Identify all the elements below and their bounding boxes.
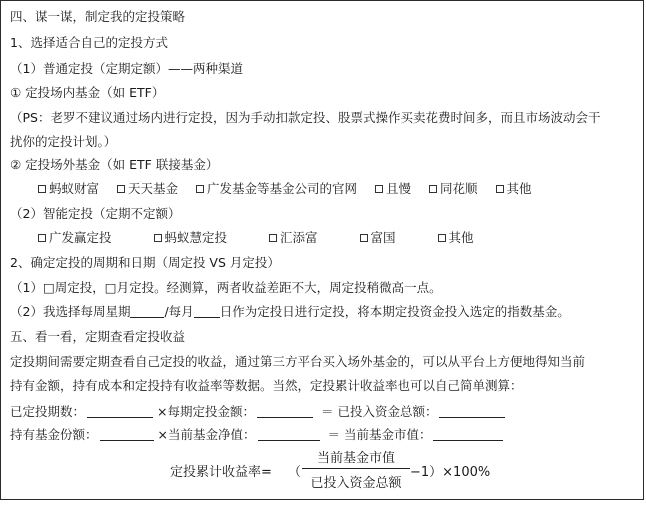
- channel-option[interactable]: 同花顺: [429, 181, 478, 197]
- smart-option[interactable]: 汇添富: [269, 230, 318, 246]
- calc-row-2: 持有基金份额： ×当前基金净值： ＝ 当前基金市值：: [10, 427, 503, 443]
- checkbox[interactable]: [496, 185, 504, 193]
- formula-fraction: [302, 447, 410, 491]
- checkbox[interactable]: [117, 185, 125, 193]
- formula-label: 定投累计收益率=: [170, 465, 272, 480]
- checkbox[interactable]: [269, 234, 277, 242]
- formula-denominator: 已投入资金总额: [310, 476, 402, 491]
- item1-sub2: （2）智能定投（定期不定额）: [10, 206, 181, 221]
- formula-tail: −1）×100%: [410, 465, 491, 480]
- shares-blank[interactable]: [100, 428, 154, 441]
- nav-blank[interactable]: [258, 428, 320, 441]
- channel-options: [38, 181, 546, 197]
- amount-per-period-blank[interactable]: [257, 405, 313, 418]
- smart-option[interactable]: 蚂蚁慧定投: [154, 230, 228, 246]
- formula-open-paren: （: [288, 465, 302, 480]
- item2-sub1: （1）□周定投，□月定投。经测算，两者收益差距不大，周定投稍微高一点。: [10, 280, 442, 295]
- smart-option[interactable]: 其他: [438, 230, 474, 246]
- checkbox[interactable]: [360, 234, 368, 242]
- checkbox[interactable]: [154, 234, 162, 242]
- checkbox[interactable]: [438, 234, 446, 242]
- section5-title: 五、看一看，定期查看定投收益: [10, 329, 186, 344]
- channel-option[interactable]: 广发基金等基金公司的官网: [196, 181, 357, 197]
- item1-sub1-a: ① 定投场内基金（如 ETF）: [10, 85, 165, 100]
- channel-option[interactable]: 且慢: [375, 181, 411, 197]
- item1-title: 1、选择适合自己的定投方式: [10, 35, 168, 50]
- channel-option[interactable]: 其他: [496, 181, 532, 197]
- item2-sub2: （2）我选择每周星期 /每月 日作为定投日进行定投，将本期定投资金投入选定的指数基金。: [10, 304, 570, 319]
- section-title: 四、谋一谋，制定我的定投策略: [10, 9, 186, 24]
- ps-note-line2: 扰你的定投计划。）: [10, 134, 117, 149]
- item2-title: 2、确定定投的周期和日期（周定投 VS 月定投）: [10, 255, 280, 270]
- item1-sub1: （1）普通定投（定期定额）——两种渠道: [10, 61, 243, 76]
- checkbox[interactable]: [38, 234, 46, 242]
- formula-numerator: 当前基金市值: [302, 447, 410, 469]
- smart-option[interactable]: 广发赢定投: [38, 230, 112, 246]
- periods-blank[interactable]: [87, 405, 153, 418]
- channel-option[interactable]: 天天基金: [117, 181, 178, 197]
- checkbox[interactable]: [196, 185, 204, 193]
- checkbox[interactable]: [429, 185, 437, 193]
- market-value-blank[interactable]: [433, 428, 503, 441]
- item1-sub1-b: ② 定投场外基金（如 ETF 联接基金）: [10, 157, 219, 172]
- total-invested-blank[interactable]: [439, 405, 505, 418]
- smart-option[interactable]: 富国: [360, 230, 396, 246]
- calc-row-1: 已定投期数： ×每期定投金额： ＝ 已投入资金总额：: [10, 404, 505, 420]
- section5-para-line2: 持有金额，持有成本和定投持有收益率等数据。当然，定投累计收益率也可以自己简单测算：: [10, 378, 523, 393]
- checkbox[interactable]: [38, 185, 46, 193]
- monthday-blank[interactable]: [194, 305, 220, 318]
- weekday-blank[interactable]: [130, 305, 164, 318]
- channel-option[interactable]: 蚂蚁财富: [38, 181, 99, 197]
- checkbox[interactable]: [375, 185, 383, 193]
- smart-options: [38, 230, 512, 246]
- ps-note-line1: （PS：老罗不建议通过场内进行定投，因为手动扣款定投、股票式操作买卖花费时间多，而且市场波动会干: [10, 110, 601, 125]
- section5-para-line1: 定投期间需要定期查看自己定投的收益，通过第三方平台买入场外基金的，可以从平台上方便地得知当前: [10, 354, 586, 369]
